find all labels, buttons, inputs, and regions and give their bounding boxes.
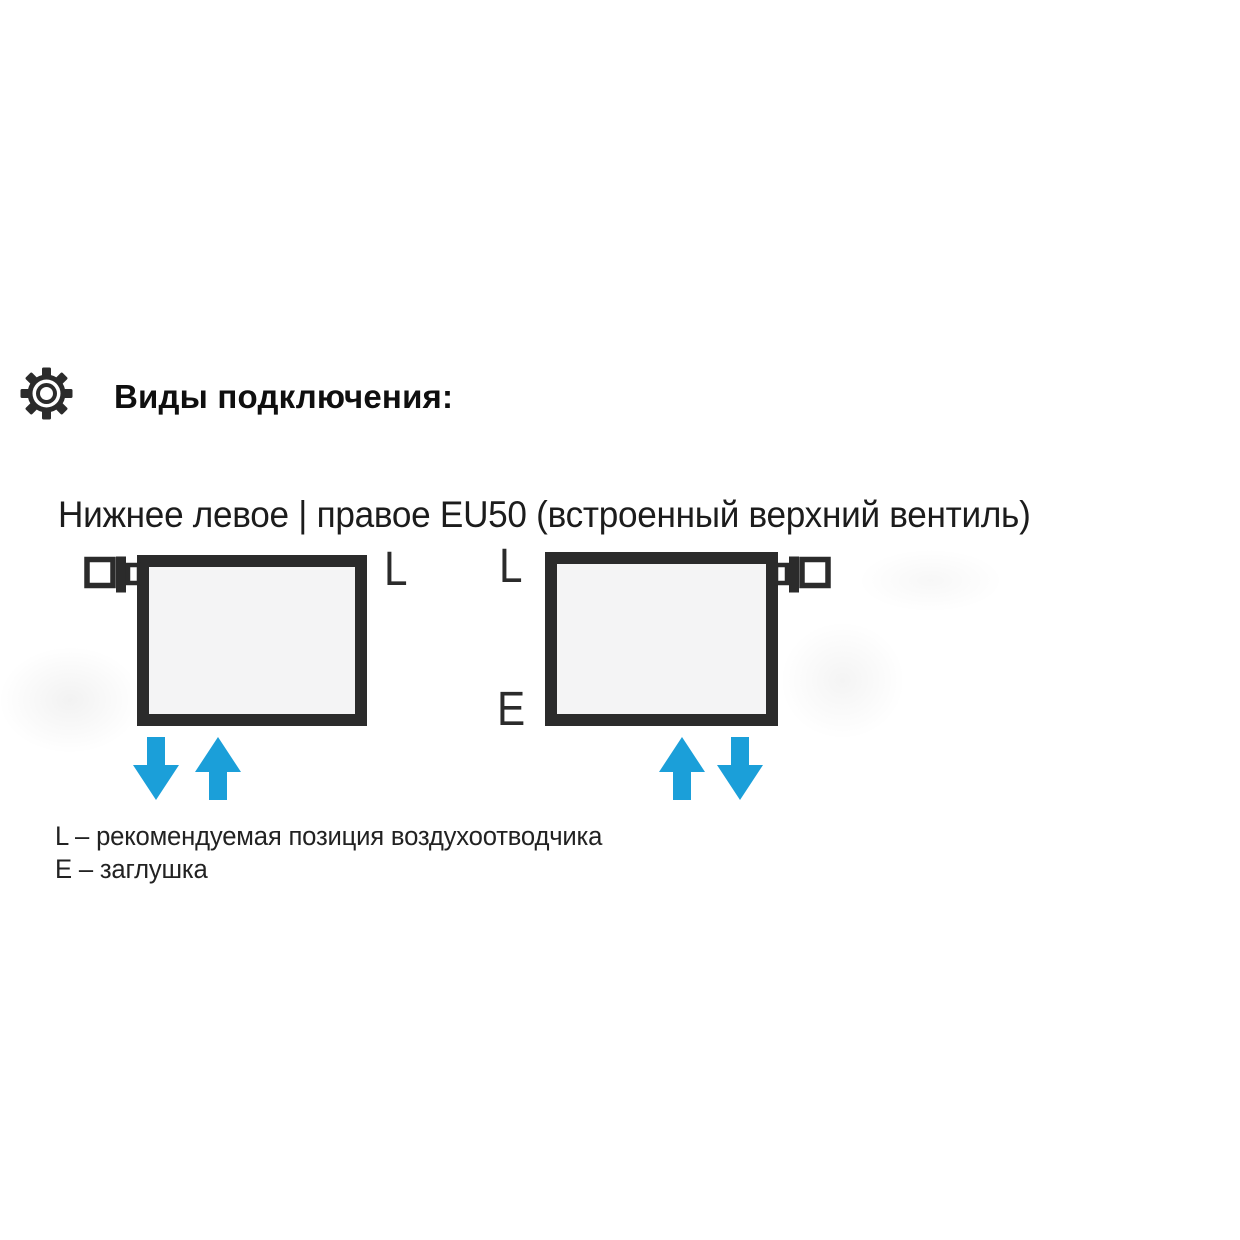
flow-arrow-up-icon (195, 737, 241, 800)
air-vent-label: L (384, 543, 408, 596)
background-smudge (755, 598, 930, 763)
connection-subtitle: Нижнее левое | правое EU50 (встроенный верхний вентиль) (58, 494, 1031, 535)
air-vent-label: L (499, 540, 523, 593)
legend-line-plug: E – заглушка (55, 854, 208, 884)
flow-arrow-up-icon (659, 737, 705, 800)
legend-line-air-vent: L – рекомендуемая позиция воздухоотводчика (55, 821, 603, 851)
legend (55, 820, 602, 886)
flow-arrow-down-icon (133, 737, 179, 800)
valve-icon (774, 556, 831, 594)
valve-icon (84, 556, 141, 594)
radiator-bottom-left (137, 555, 367, 726)
flow-arrow-down-icon (717, 737, 763, 800)
gear-icon (20, 367, 73, 420)
plug-label: E (497, 683, 526, 736)
page-title: Виды подключения: (114, 378, 454, 415)
radiator-bottom-right (545, 552, 778, 726)
background-smudge (833, 538, 1028, 623)
